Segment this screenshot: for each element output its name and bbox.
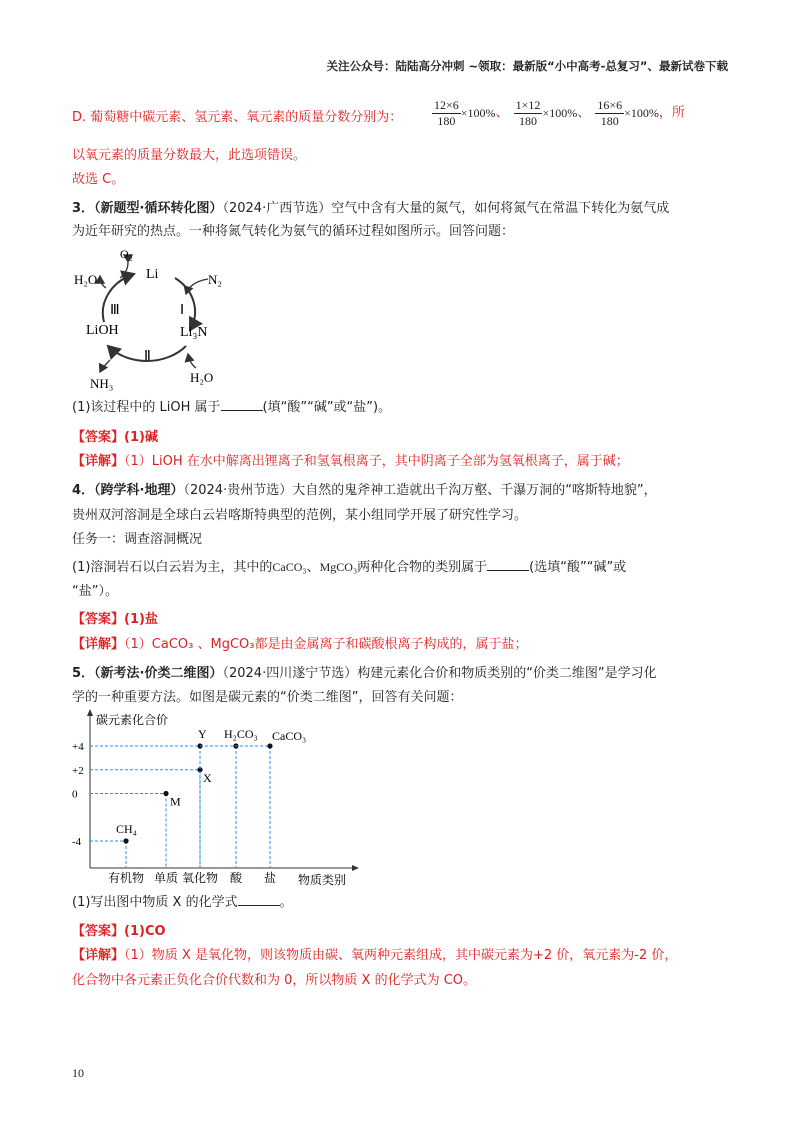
point-label: CaCO₃ <box>272 729 307 743</box>
y-tick-label: +4 <box>72 741 84 753</box>
answer-blank[interactable] <box>221 398 263 411</box>
q3-stem-line2: 为近年研究的热点。一种将氮气转化为氨气的循环过程如图所示。回答问题： <box>72 224 515 239</box>
y-axis-label: 碳元素化合价 <box>96 713 169 727</box>
valence-category-chart <box>70 708 360 888</box>
point-label: X <box>203 770 212 785</box>
q5-stem-line1: 5．（新考法·价类二维图）（2024·四川遂宁节选）构建元素化合价和物质类别的“价类二维图”是学习化 <box>72 666 657 681</box>
q2-d-prefix: D. 葡萄糖中碳元素、氢元素、氧元素的质量分数分别为： <box>72 110 403 125</box>
label-step1: Ⅰ <box>180 303 185 318</box>
arrow-nh3-out <box>100 360 110 372</box>
q2-d-line2: 以氧元素的质量分数最大，此选项错误。 <box>72 148 307 163</box>
answer-blank[interactable] <box>238 893 280 906</box>
q2-option-d <box>72 108 402 128</box>
page-number: 10 <box>72 1066 84 1080</box>
nitrogen-cycle-diagram <box>70 244 240 392</box>
q4-answer: 【答案】(1)盐 <box>72 612 158 627</box>
q3-question: (1)该过程中的 LiOH 属于 (填“酸”“碱”或“盐”)。 <box>72 400 392 415</box>
arrow-o2-out <box>120 262 128 278</box>
data-point <box>163 791 168 796</box>
answer-blank[interactable] <box>487 558 529 571</box>
label-o2: O₂ <box>120 247 133 261</box>
q4-stem-line2: 贵州双河溶洞是全球白云岩喀斯特典型的范例，某小组同学开展了研究性学习。 <box>72 508 528 523</box>
q5-detail-line2: 化合物中各元素正负化合价代数和为 0，所以物质 X 的化学式为 CO。 <box>72 973 477 988</box>
fraction-2: $\frac{1\times 12}{180}$ <box>515 98 541 128</box>
fraction-1: $\frac{12\times 6}{180}$ <box>434 98 459 128</box>
label-n2: N₂ <box>208 272 222 287</box>
data-point <box>123 838 128 843</box>
label-li: Li <box>146 267 159 282</box>
q3-detail: 【详解】（1）LiOH 在水中解离出锂离子和氢氧根离子，其中阴离子全部为氢氧根离子，属于碱； <box>72 454 629 469</box>
data-point <box>267 743 272 748</box>
y-tick-label: 0 <box>72 788 78 801</box>
q4-stem-line1: 4．（跨学科·地理）（2024·贵州节选）大自然的鬼斧神工造就出千沟万壑、千瀑万洞的“喀斯特地貌”， <box>72 483 657 498</box>
x-axis-label: 物质类别 <box>298 873 347 887</box>
label-h2o-top: H₂O <box>74 272 98 287</box>
label-step2: Ⅱ <box>144 349 151 364</box>
point-label: Y <box>198 727 207 741</box>
q5-detail-line1: 【详解】（1）物质 X 是氧化物，则该物质由碳、氧两种元素组成，其中碳元素为+2 价，氧元素为-2 价， <box>72 948 678 963</box>
x-tick-label: 有机物 <box>107 871 145 885</box>
x-tick-label: 单质 <box>153 871 179 885</box>
q4-detail: 【详解】（1）CaCO₃ 、MgCO₃都是由金属离子和碳酸根离子构成的，属于盐； <box>72 637 528 652</box>
point-label: H₂CO₃ <box>224 727 258 741</box>
x-tick-label: 盐 <box>263 871 277 885</box>
page-header: 关注公众号：陆陆高分冲刺 ~领取：最新版“小中高考-总复习”、最新试卷下载 <box>326 59 728 73</box>
q3-stem-line1: 3．（新题型·循环转化图）（2024·广西节选）空气中含有大量的氮气，如何将氮气在常温下转化为氨气成 <box>72 201 670 216</box>
q4-task: 任务一：调查溶洞概况 <box>72 532 203 547</box>
q4-question: (1)溶洞岩石以白云岩为主，其中的CaCO₃、MgCO₃两种化合物的类别属于 (选填“酸”“碱”或 <box>72 560 627 575</box>
q5-answer: 【答案】(1)CO <box>72 924 166 939</box>
label-h2o-bottom: H₂O <box>190 370 214 385</box>
label-lioh: LiOH <box>86 323 119 338</box>
y-tick-label: +2 <box>72 764 84 777</box>
label-step3: Ⅲ <box>110 303 120 318</box>
q5-question: (1)写出图中物质 X 的化学式 。 <box>72 895 293 910</box>
label-li3n: Li₃N <box>180 325 208 340</box>
y-tick-label: -4 <box>72 836 82 848</box>
fraction-3: $\frac{16\times 6}{180}$ <box>597 98 623 128</box>
arrow-h2o-in <box>100 276 106 288</box>
q3-answer: 【答案】(1)碱 <box>72 430 158 445</box>
q4-question-line2: “盐”）。 <box>72 584 118 599</box>
x-tick-label: 氧化物 <box>181 871 219 885</box>
point-label: M <box>170 794 181 809</box>
label-nh3: NH₃ <box>90 376 114 391</box>
q5-stem-line2: 学的一种重要方法。如图是碳元素的“价类二维图”，回答有关问题： <box>72 690 463 705</box>
q2-conclusion: 故选 C。 <box>72 172 125 187</box>
point-label: CH₄ <box>116 822 137 836</box>
q2-fraction-group: $\frac{12\times 6}{180}$ ×100%、 $\frac{1\times 12}{180}$ ×100%、 $\frac{16\times 6}{180}$ ×100%，所 <box>434 98 685 128</box>
arrow-h2o-bottom-in <box>188 354 196 368</box>
x-tick-label: 酸 <box>229 871 243 885</box>
